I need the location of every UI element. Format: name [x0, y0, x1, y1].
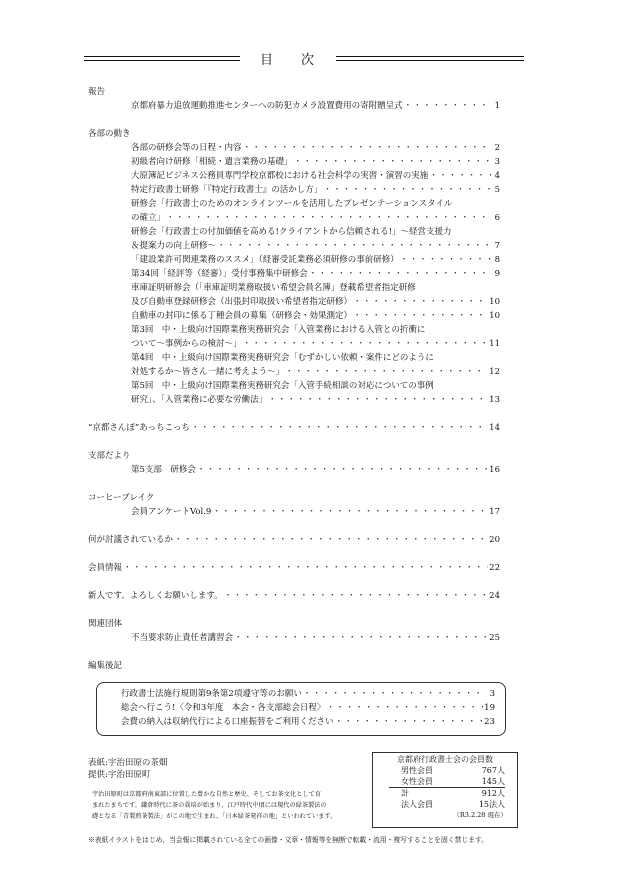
section-heading: コーヒーブレイク	[88, 493, 155, 503]
toc-section	[88, 659, 500, 673]
page-number: 12	[489, 367, 500, 377]
dot-leader	[400, 253, 491, 267]
page-number: 20	[489, 535, 500, 545]
dot-leader	[123, 561, 488, 575]
toc-entry[interactable]	[88, 421, 500, 435]
toc-section	[88, 617, 500, 645]
dot-leader	[404, 99, 491, 113]
toc-entry-title: 各部の研修会等の日程・内容	[131, 143, 242, 153]
cover-description-line: 礎となる「青製煎茶製法」がこの地で生まれ、「日本緑茶発祥の地」といわれています。	[92, 813, 337, 820]
toc-entry[interactable]	[88, 99, 500, 113]
toc-entry[interactable]	[88, 337, 500, 351]
toc-entry-title: 新人です。よろしくお願いします。	[88, 591, 223, 601]
toc-entry-title: 自動車の封印に係る丁種会員の募集（研修会・効果測定）	[131, 311, 353, 321]
toc-section	[88, 491, 500, 519]
dot-leader	[166, 211, 491, 225]
dot-leader	[212, 505, 488, 519]
member-corp-value: 15法人	[478, 799, 505, 809]
section-heading: 関連団体	[88, 619, 123, 629]
member-row	[379, 766, 511, 777]
dot-leader	[191, 421, 488, 435]
page-number: 4	[494, 171, 500, 181]
page-number: 25	[489, 633, 500, 643]
dot-leader	[303, 687, 486, 701]
toc-section	[88, 561, 500, 575]
toc-entry-title: 及び自動車登録研修会（出張封印取扱い希望者指定研修）	[131, 297, 353, 307]
toc-entry[interactable]	[88, 183, 500, 197]
member-corp-label: 法人会員	[401, 799, 433, 809]
toc-entry-title: 特定行政書士研修「『特定行政書士』の活かし方」	[131, 185, 323, 195]
title-rule-right	[336, 56, 524, 61]
member-count-title: 京都府行政書士会の会員数	[397, 755, 493, 764]
toc-section	[88, 85, 500, 113]
cover-caption: 表紙:宇治田原の茶畑	[88, 758, 168, 768]
section-heading: 報告	[88, 87, 106, 97]
toc-entry-title: 第34回「経評等（経審）」受付事務集中研修会	[131, 269, 308, 279]
toc-entry-title: 研究」、「入管業務に必要な労働法」	[131, 395, 268, 405]
page-number: 9	[494, 269, 500, 279]
notice-box	[96, 682, 506, 736]
toc-entry[interactable]	[88, 393, 500, 407]
toc-entry-title: 不当要求防止責任者講習会	[131, 633, 234, 643]
page-number: 6	[494, 213, 500, 223]
toc-entry-title: “京都さんぽ”あっちこっち	[88, 423, 190, 433]
dot-leader	[326, 701, 483, 715]
toc-entry[interactable]	[88, 211, 500, 225]
toc-entry-line[interactable]: 第4回 中・上級向け国際業務実務研究会「むずかしい依頼・案件にどのように	[131, 353, 434, 363]
page-number: 8	[494, 255, 500, 265]
member-corp-row	[379, 800, 511, 811]
toc-entry[interactable]	[88, 589, 500, 603]
dot-leader	[353, 309, 488, 323]
toc-entry-line[interactable]: 第3回 中・上級向け国際業務実務研究会「入管業務における入管との折衝に	[131, 325, 426, 335]
copyright-notice: ※表紙イラストをはじめ、当会報に掲載されている全ての画像・文章・情報等を無断で転載・流用・複写することを固く禁じます。	[88, 836, 488, 844]
notice-item-title: 総会へ行こう!〈令和3年度 本会・各支部総会日程〉	[121, 703, 326, 713]
dot-leader	[234, 631, 488, 645]
dot-leader	[174, 533, 488, 547]
cover-description-line: まれたまちです。鎌倉時代に茶の栽培が始まり、江戸時代中頃には現代の緑茶製法の	[92, 802, 327, 809]
page-number: 5	[494, 185, 500, 195]
table-of-contents	[88, 85, 500, 687]
dot-leader	[217, 239, 491, 253]
cover-description	[88, 789, 356, 822]
member-count-box	[372, 752, 518, 828]
dot-leader	[268, 393, 488, 407]
toc-entry[interactable]	[88, 253, 500, 267]
dot-leader	[353, 295, 488, 309]
notice-item[interactable]	[107, 715, 495, 729]
page-number: 22	[489, 563, 500, 573]
member-total-row	[379, 789, 511, 800]
page-number: 3	[489, 689, 495, 699]
toc-section	[88, 589, 500, 603]
page-title: 目次	[260, 53, 343, 68]
page-number: 16	[489, 465, 500, 475]
notice-item[interactable]	[107, 687, 495, 701]
page-number: 14	[489, 423, 500, 433]
page-number: 10	[489, 311, 500, 321]
toc-entry-title: 会員アンケートVol.9	[131, 507, 212, 517]
toc-section	[88, 127, 500, 407]
member-label: 男性会員	[401, 766, 433, 775]
toc-entry-title: 京都府暴力追放運動推進センターへの防犯カメラ設置費用の寄附贈呈式	[131, 101, 403, 111]
toc-entry-title: 何が討議されているか	[88, 535, 174, 545]
toc-entry-title: 対処するか～皆さん一緒に考えよう～」	[131, 367, 285, 377]
toc-section	[88, 533, 500, 547]
toc-entry[interactable]	[88, 505, 500, 519]
dot-leader	[197, 463, 488, 477]
toc-section	[88, 449, 500, 477]
toc-entry[interactable]	[88, 295, 500, 309]
cover-description-line: 宇治田原町は京都府南東部に位置した豊かな自然と歴史、そしてお茶文化として育	[92, 791, 321, 798]
notice-item-title: 会費の納入は収納代行による口座振替をご利用ください	[121, 717, 334, 727]
page-number: 19	[484, 703, 495, 713]
toc-entry[interactable]	[88, 155, 500, 169]
section-heading: 支部だより	[88, 451, 131, 461]
page-number: 23	[484, 717, 495, 727]
toc-entry[interactable]	[88, 239, 500, 253]
notice-item[interactable]	[107, 701, 495, 715]
section-heading: 編集後記	[88, 661, 123, 671]
page-number: 2	[494, 143, 500, 153]
dot-leader	[224, 589, 489, 603]
toc-entry-title: の確立」	[131, 213, 166, 223]
toc-entry[interactable]	[88, 533, 500, 547]
dot-leader	[335, 715, 484, 729]
toc-entry-title: 「建設業許可関連業務のススメ」（経審受託業務必須研修の事前研修）	[131, 255, 399, 265]
page-number: 24	[489, 591, 500, 601]
toc-entry-title: ＆提案力の向上研修～	[131, 241, 217, 251]
member-row	[379, 777, 511, 788]
member-value: 145人	[481, 776, 505, 786]
notice-item-title: 行政書士法施行規則第9条第2項遵守等のお願い	[121, 689, 302, 699]
toc-entry-title: 大原簿記ビジネス公務員専門学校京都校における社会科学の実習・演習の実施	[131, 171, 429, 181]
page-number: 3	[494, 157, 500, 167]
section-heading: 各部の動き	[88, 129, 131, 139]
toc-entry-line[interactable]: 車庫証明研修会（「車庫証明業務取扱い希望会員名簿」登載希望者指定研修	[131, 283, 416, 293]
toc-entry-line[interactable]: 第5回 中・上級向け国際業務実務研究会「入管手続相談の対応についての事例	[131, 381, 434, 391]
dot-leader	[243, 337, 489, 351]
toc-entry[interactable]	[88, 267, 500, 281]
toc-entry-line[interactable]: 研修会「行政書士のためのオンラインツールを活用したプレゼンテーションスタイル	[131, 199, 453, 209]
dot-leader	[323, 183, 491, 197]
dot-leader	[294, 155, 491, 169]
toc-entry[interactable]	[88, 561, 500, 575]
toc-entry[interactable]	[88, 463, 500, 477]
cover-credit	[88, 757, 356, 822]
toc-entry-title: ついて～事例からの検討～」	[131, 339, 242, 349]
toc-entry-title: 初級者向け研修「相続・遺言業務の基礎」	[131, 157, 293, 167]
dot-leader	[429, 169, 491, 183]
page-number: 7	[494, 241, 500, 251]
page-number: 17	[489, 507, 500, 517]
toc-entry[interactable]	[88, 141, 500, 155]
page-number: 10	[489, 297, 500, 307]
page-title-bar	[84, 50, 524, 66]
toc-entry-title: 会員情報	[88, 563, 123, 573]
toc-entry-title: 第5支部 研修会	[131, 465, 196, 475]
toc-section	[88, 421, 500, 435]
member-total-value: 912人	[481, 789, 505, 798]
cover-provider: 提供:宇治田原町	[88, 770, 151, 780]
member-total-label: 計	[401, 789, 409, 798]
title-rule-left	[84, 56, 240, 61]
dot-leader	[243, 141, 491, 155]
toc-entry-line[interactable]: 研修会「行政書士の付加価値を高める!クライアントから信頼される!」～経営支援力	[131, 227, 452, 237]
member-divider	[389, 787, 505, 788]
toc-entry[interactable]	[88, 169, 500, 183]
dot-leader	[285, 365, 488, 379]
page-number: 11	[489, 339, 500, 349]
member-value: 767人	[481, 766, 505, 775]
member-label: 女性会員	[401, 776, 433, 786]
dot-leader	[309, 267, 491, 281]
toc-entry[interactable]	[88, 365, 500, 379]
page-number: 13	[489, 395, 500, 405]
page-number: 1	[494, 101, 500, 111]
toc-entry[interactable]	[88, 631, 500, 645]
member-as-of: （R3.2.28 現在）	[453, 811, 507, 819]
toc-entry[interactable]	[88, 309, 500, 323]
